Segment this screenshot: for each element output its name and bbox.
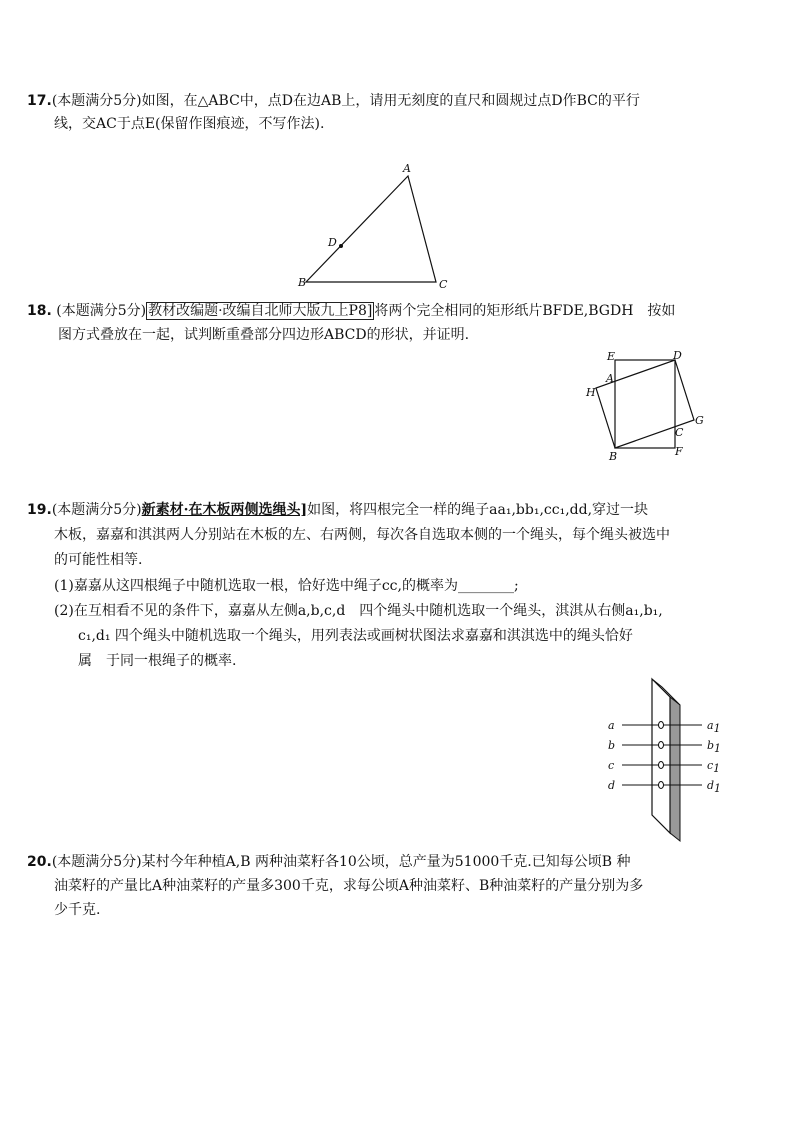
q18-line2: 图方式叠放在一起，试判断重叠部分四边形ABCD的形状，并证明.	[58, 327, 470, 343]
hole-b	[659, 742, 664, 749]
left-label-a: a	[608, 719, 615, 732]
right-label-a1: a1	[707, 719, 721, 735]
q17-triangle-figure	[290, 160, 460, 295]
label-f: F	[675, 445, 683, 458]
q20-number: 20.	[27, 854, 52, 870]
q17-line1	[27, 91, 640, 111]
q19-prefix: (本题满分5分)	[51, 502, 142, 518]
board-front	[652, 679, 670, 833]
right-label-d1: d1	[707, 779, 722, 795]
label-b: B	[609, 450, 618, 463]
label-c: C	[439, 278, 448, 291]
q17-number: 17.	[27, 93, 52, 109]
q19-text-1: 如图，将四根完全一样的绳子aa₁,bb₁,cc₁,dd,穿过一块	[307, 502, 649, 518]
q19-part2-line3: 属 于同一根绳子的概率.	[78, 653, 237, 669]
label-e: E	[607, 350, 616, 363]
hole-d	[659, 782, 664, 789]
q19-part2-line2: c₁,d₁ 四个绳头中随机选取一个绳头，用列表法或画树状图法求嘉嘉和淇淇选中的绳头恰好	[78, 628, 633, 644]
q18-prefix: (本题满分5分)	[56, 303, 147, 319]
label-g: G	[695, 414, 704, 427]
q20-line3: 少千克.	[54, 902, 101, 918]
label-a: A	[403, 162, 411, 175]
left-label-c: c	[608, 759, 615, 772]
q20-line2: 油菜籽的产量比A种油菜籽的产量多300千克，求每公顷A种油菜籽、B种油菜籽的产量分别为多	[54, 878, 644, 894]
q20-text-1: (本题满分5分)某村今年种植A,B 两种油菜籽各10公顷，总产量为51000千克.已知每公顷B 种	[51, 854, 631, 870]
left-label-b: b	[608, 739, 616, 752]
q20-line1	[27, 852, 630, 872]
triangle-abc	[306, 176, 436, 282]
q19-line2: 木板，嘉嘉和淇淇两人分别站在木板的左、右两侧，每次各自选取本侧的一个绳头，每个绳头被选中	[54, 527, 670, 543]
left-label-d: d	[608, 779, 616, 792]
right-label-c1: c1	[707, 759, 721, 775]
point-d	[339, 244, 343, 248]
q19-line1	[27, 500, 648, 520]
label-b: B	[298, 276, 307, 289]
q17-line2: 线，交AC于点E(保留作图痕迹，不写作法).	[54, 116, 325, 132]
q19-number: 19.	[27, 502, 52, 518]
q19-part1: (1)嘉嘉从这四根绳子中随机选取一根，恰好选中绳子cc,的概率为________;	[54, 578, 519, 594]
label-h: H	[586, 386, 596, 399]
rect-bfde	[615, 360, 675, 448]
q18-text-1: 将两个完全相同的矩形纸片BFDE,BGDH 按如	[374, 303, 676, 319]
q18-number: 18.	[27, 303, 52, 319]
label-d: D	[328, 236, 337, 249]
q19-source-tag: 新素材·在木板两侧选绳头]	[141, 502, 308, 518]
label-c: C	[675, 426, 684, 439]
board-side	[670, 697, 680, 841]
hole-a	[659, 722, 664, 729]
q17-text-1: (本题满分5分)如图，在△ABC中，点D在边AB上，请用无刻度的直尺和圆规过点D作BC的平行	[51, 93, 640, 109]
hole-c	[659, 762, 664, 769]
q18-line1	[27, 301, 675, 321]
q19-line3: 的可能性相等.	[54, 552, 143, 568]
label-a: A	[606, 372, 614, 385]
q18-source-tag: 教材改编题·改编自北师大版九上P8]	[148, 303, 373, 319]
q19-board-figure	[600, 675, 730, 845]
q19-part2-line1: (2)在互相看不见的条件下，嘉嘉从左侧a,b,c,d 四个绳头中随机选取一个绳头，淇淇从右侧a₁,b₁,	[54, 603, 663, 619]
right-label-b1: b1	[707, 739, 722, 755]
q18-rectangles-figure	[585, 350, 705, 462]
label-d: D	[673, 349, 682, 362]
